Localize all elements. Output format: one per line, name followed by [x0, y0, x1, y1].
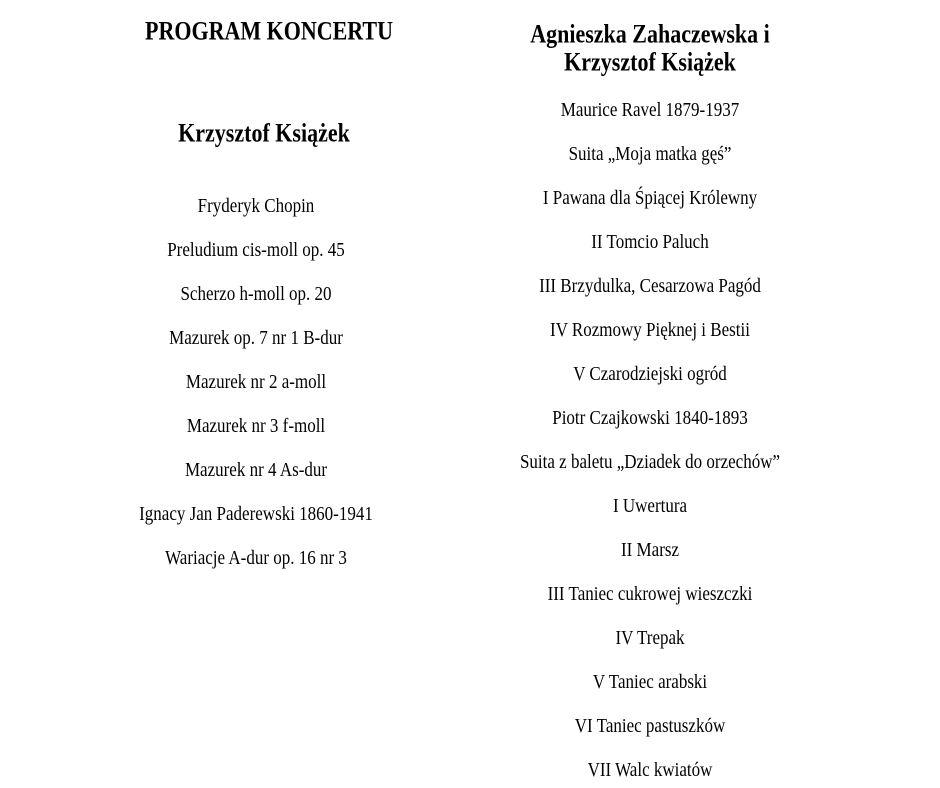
program-item: Preludium cis-moll op. 45 — [167, 238, 345, 261]
program-item: VII Walc kwiatów — [587, 758, 713, 781]
program-item: I Uwertura — [612, 494, 688, 517]
program-item: II Marsz — [620, 538, 680, 561]
program-item: I Pawana dla Śpiącej Królewny — [542, 186, 758, 209]
program-item: Ignacy Jan Paderewski 1860-1941 — [139, 502, 373, 525]
program-item: V Czarodziejski ogród — [573, 362, 727, 385]
program-item: VI Taniec pastuszków — [574, 714, 726, 737]
program-item: III Taniec cukrowej wieszczki — [547, 582, 753, 605]
program-item: IV Rozmowy Pięknej i Bestii — [550, 318, 750, 341]
program-item: IV Trepak — [615, 626, 685, 649]
program-item: Piotr Czajkowski 1840-1893 — [552, 406, 748, 429]
program-item: Suita „Moja matka gęś” — [568, 142, 732, 165]
program-item: Mazurek nr 4 As-dur — [184, 458, 328, 481]
program-item: III Brzydulka, Cesarzowa Pagód — [539, 274, 761, 297]
performer-names-right-line2: Krzysztof Książek — [564, 46, 736, 77]
program-item: Mazurek op. 7 nr 1 B-dur — [169, 326, 343, 349]
program-item: Mazurek nr 3 f-moll — [186, 414, 326, 437]
program-item: II Tomcio Paluch — [591, 230, 709, 253]
program-item: V Taniec arabski — [592, 670, 708, 693]
program-item: Suita z baletu „Dziadek do orzechów” — [519, 450, 781, 473]
program-item: Maurice Ravel 1879-1937 — [560, 98, 740, 121]
program-item: Fryderyk Chopin — [197, 194, 315, 217]
performer-name-left: Krzysztof Książek — [178, 117, 350, 148]
program-item: Mazurek nr 2 a-moll — [185, 370, 327, 393]
performer-names-right-line1: Agnieszka Zahaczewska i — [530, 18, 770, 49]
program-title: PROGRAM KONCERTU — [145, 15, 393, 46]
right-page-column — [394, 0, 906, 788]
program-item: Wariacje A-dur op. 16 nr 3 — [165, 546, 347, 569]
program-item: Scherzo h-moll op. 20 — [180, 282, 332, 305]
